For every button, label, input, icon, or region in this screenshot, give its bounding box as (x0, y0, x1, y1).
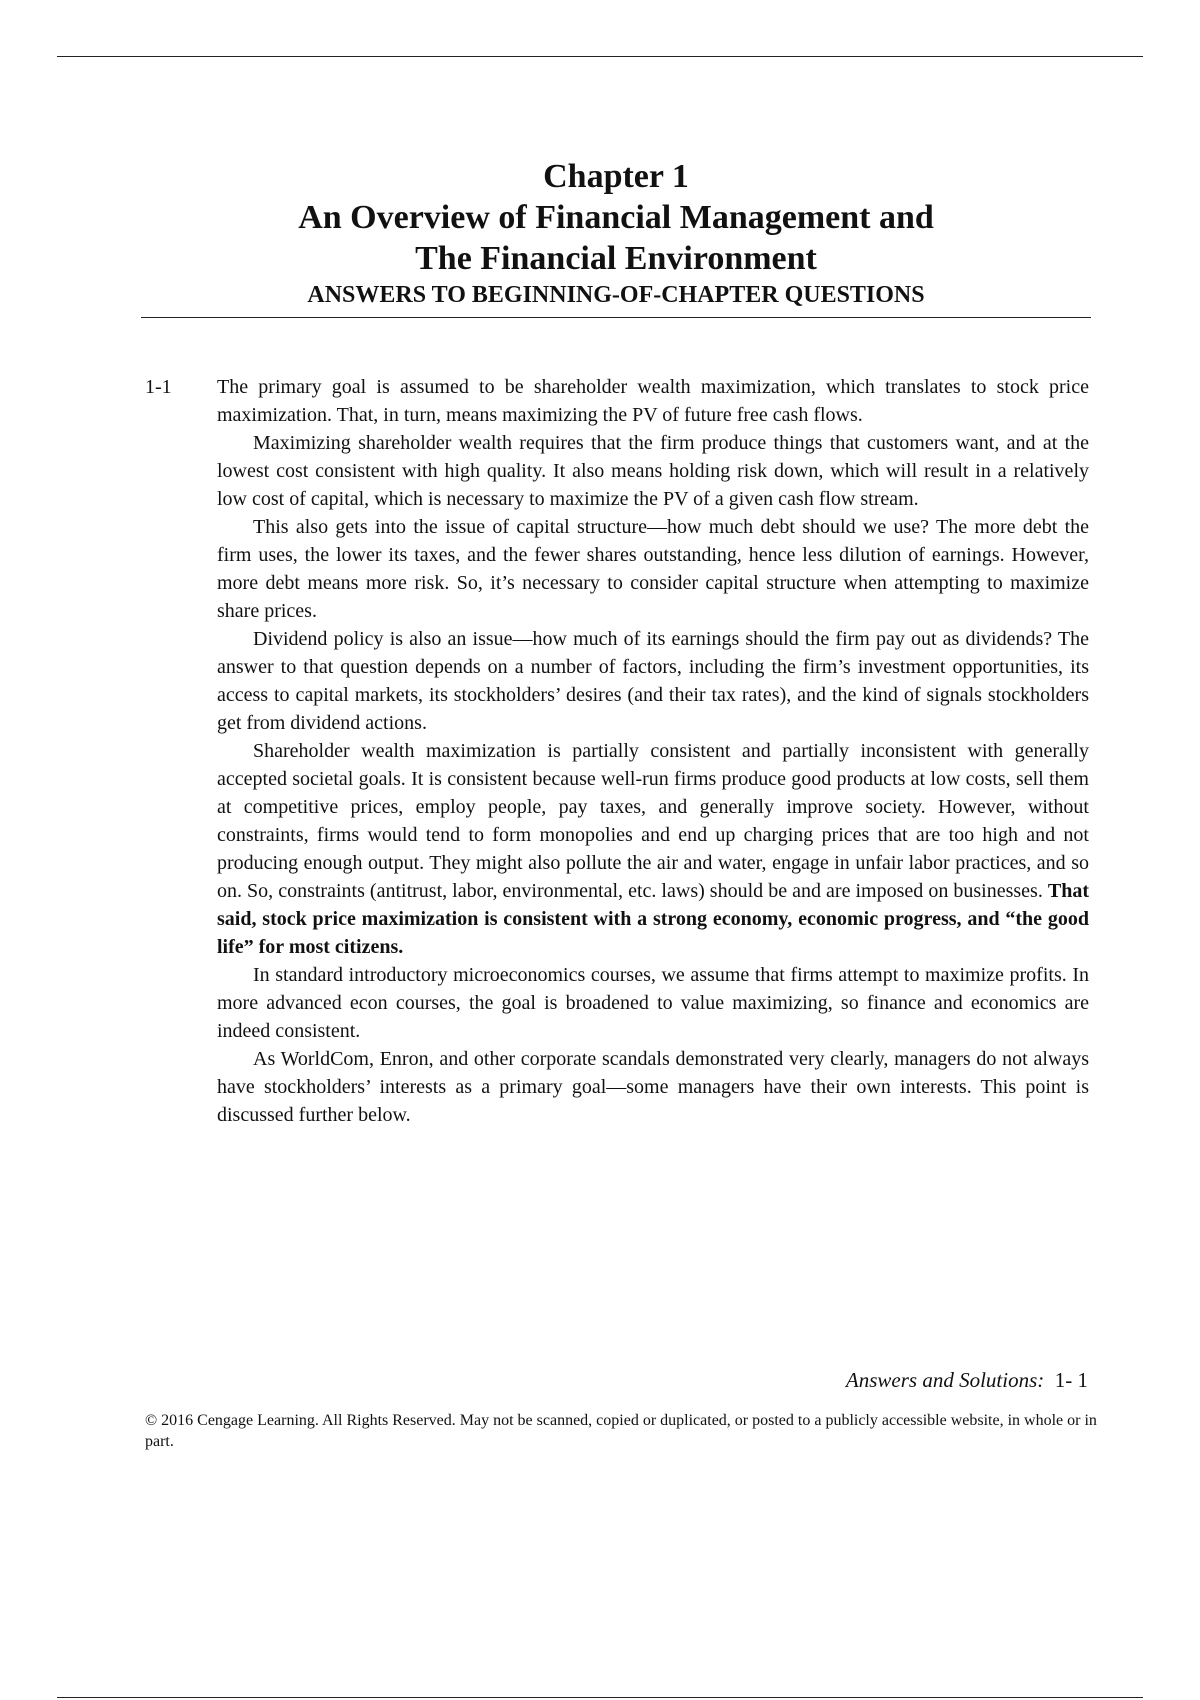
footer-page-label (600, 1366, 1088, 1394)
answer-paragraph-7: As WorldCom, Enron, and other corporate scandals demonstrated very clearly, managers do not always have stockholders’ interests as a primary goal—some managers have their own interests. This point is discussed further below. (217, 1048, 1089, 1126)
answer-paragraph-4: Dividend policy is also an issue—how much of its earnings should the firm pay out as dividends? The answer to that question depends on a number of factors, including the firm’s investment opportunities, its access to capital markets, its stockholders’ desires (and their tax rates), and the kind of signals stockholders get from dividend actions. (217, 628, 1089, 734)
answer-paragraph-1: The primary goal is assumed to be shareholder wealth maximization, which translates to stock price maximization. That, in turn, means maximizing the PV of future free cash flows. (217, 376, 1089, 426)
answer-paragraph-3: This also gets into the issue of capital structure—how much debt should we use? The more debt the firm uses, the lower its taxes, and the fewer shares outstanding, hence less dilution of earnings. However, more debt means more risk. So, it’s necessary to consider capital structure when attempting to maximize share prices. (217, 516, 1089, 622)
answer-paragraph-6: In standard introductory microeconomics courses, we assume that firms attempt to maximize profits. In more advanced econ courses, the goal is broadened to value maximizing, so finance and economics are indeed consistent. (217, 964, 1089, 1042)
footer-page-number: 1- 1 (1054, 1368, 1088, 1392)
page-bottom-rule (57, 1697, 1143, 1698)
answer-paragraph-5-emphasis: That said, stock price maximization is consistent with a strong economy, economic progress, and “the good life” for most citizens. (217, 880, 1090, 958)
section-subtitle: ANSWERS TO BEGINNING-OF-CHAPTER QUESTIONS (307, 282, 925, 308)
footer-section-label: Answers and Solutions: (845, 1368, 1045, 1392)
answer-paragraph-5 (217, 737, 1089, 961)
answer-paragraph-5-text: Shareholder wealth maximization is partially consistent and partially inconsistent with generally accepted societal goals. It is consistent because well-run firms produce good products at low costs, sell them at competitive prices, employ people, pay taxes, and generally improve society. However, without constraints, firms would tend to form monopolies and end up charging prices that are too high and not producing enough output. They might also pollute the air and water, engage in unfair labor practices, and so on. So, constraints (antitrust, labor, environmental, etc. laws) should be and are imposed on businesses. (217, 740, 1089, 902)
chapter-number: Chapter 1 (543, 158, 689, 195)
question-number: 1-1 (145, 376, 172, 398)
answer-paragraph-2: Maximizing shareholder wealth requires that the firm produce things that customers want, and at the lowest cost consistent with high quality. It also means holding risk down, which will result in a relatively low cost of capital, which is necessary to maximize the PV of a given cash flow stream. (217, 432, 1089, 510)
copyright-notice: © 2016 Cengage Learning. All Rights Reserved. May not be scanned, copied or duplicated, or posted to a publicly accessible website, in whole or in part. (145, 1412, 1097, 1450)
title-underline-rule (141, 317, 1091, 318)
question-answer-body (217, 373, 1089, 1129)
page-top-rule (57, 56, 1143, 57)
chapter-title-line-1: An Overview of Financial Management and (298, 199, 934, 236)
chapter-title-block (141, 156, 1091, 310)
chapter-title-line-2: The Financial Environment (415, 240, 817, 277)
